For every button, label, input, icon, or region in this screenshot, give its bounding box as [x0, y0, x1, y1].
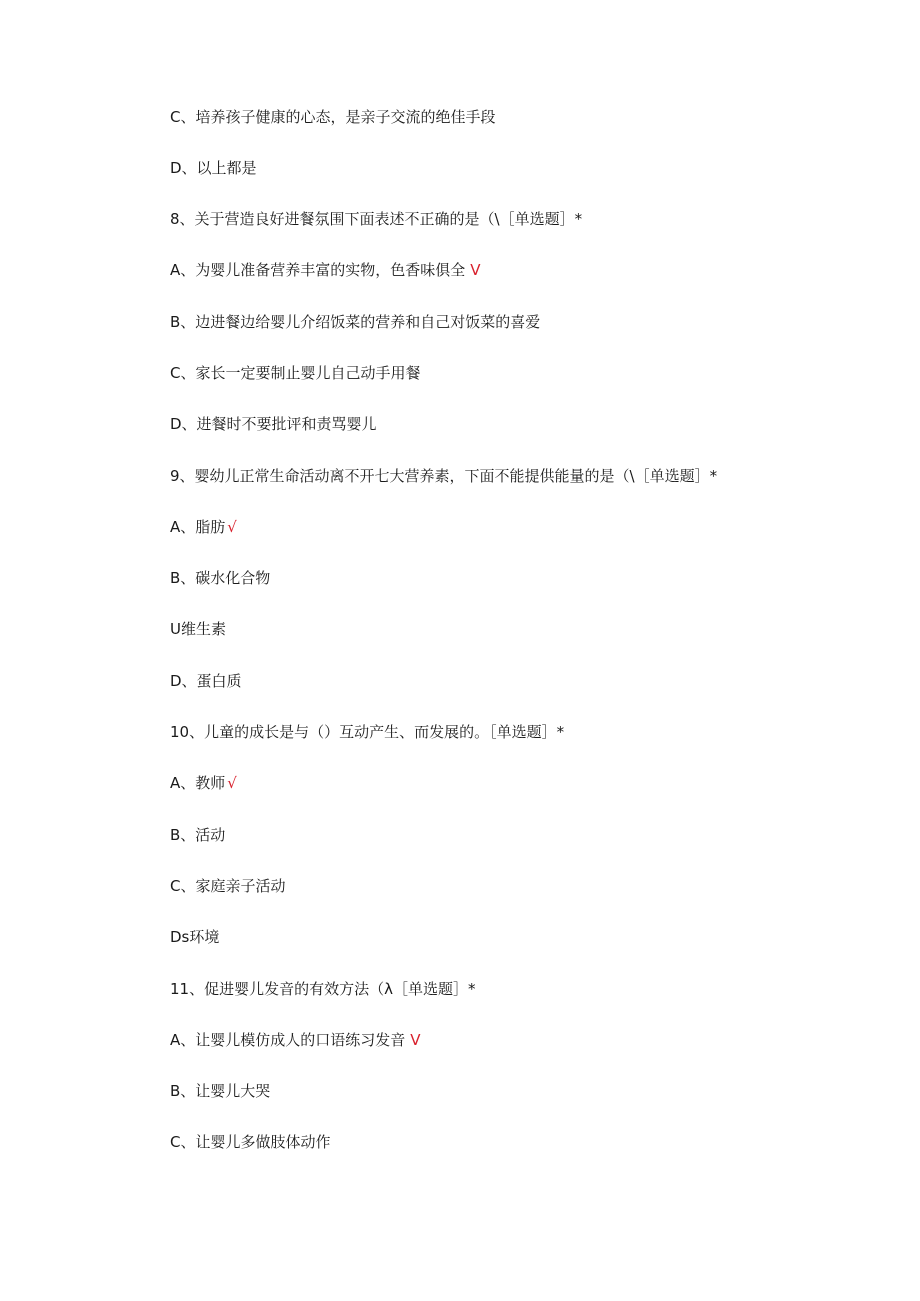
option-text: A、让婴儿模仿成人的口语练习发音	[170, 1031, 406, 1049]
option-line	[170, 1030, 421, 1050]
option-line	[170, 414, 377, 434]
option-text: D、蛋白质	[170, 672, 242, 690]
option-line	[170, 927, 219, 947]
question-line	[170, 209, 582, 229]
option-line	[170, 568, 270, 588]
option-line	[170, 876, 285, 896]
option-line	[170, 107, 495, 127]
option-text: B、碳水化合物	[170, 569, 271, 587]
option-text: B、让婴儿大哭	[170, 1082, 271, 1100]
option-text: B、边进餐边给婴儿介绍饭菜的营养和自己对饭菜的喜爱	[170, 313, 541, 331]
option-text: D、以上都是	[170, 159, 257, 177]
option-text: A、教师	[170, 774, 226, 792]
correct-answer-mark: V	[470, 261, 481, 279]
correct-answer-mark: √	[227, 774, 237, 792]
option-text: C、让婴儿多做肢体动作	[170, 1133, 331, 1151]
question-text: 11、促进婴儿发音的有效方法（λ［单选题］*	[170, 980, 476, 998]
question-text: 10、儿童的成长是与（）互动产生、而发展的。［单选题］*	[170, 723, 565, 741]
option-text: A、脂肪	[170, 518, 226, 536]
question-line	[170, 979, 475, 999]
option-line	[170, 671, 242, 691]
question-line	[170, 466, 717, 486]
option-text: Ds环境	[170, 928, 220, 946]
option-line	[170, 1081, 270, 1101]
option-text: U维生素	[170, 620, 226, 638]
question-text: 9、婴幼儿正常生命活动离不开七大营养素，下面不能提供能量的是（\［单选题］*	[170, 467, 718, 485]
option-line	[170, 517, 237, 537]
option-line	[170, 158, 257, 178]
question-text: 8、关于营造良好进餐氛围下面表述不正确的是（\［单选题］*	[170, 210, 583, 228]
option-text: A、为婴儿准备营养丰富的实物，色香味俱全	[170, 261, 466, 279]
option-text: D、进餐时不要批评和责骂婴儿	[170, 415, 377, 433]
option-line	[170, 363, 420, 383]
option-line	[170, 773, 237, 793]
option-line	[170, 312, 540, 332]
option-line	[170, 260, 481, 280]
correct-answer-mark: V	[410, 1031, 421, 1049]
option-text: C、家庭亲子活动	[170, 877, 286, 895]
option-text: B、活动	[170, 826, 226, 844]
correct-answer-mark: √	[227, 518, 237, 536]
option-line	[170, 825, 225, 845]
question-line	[170, 722, 564, 742]
option-line	[170, 619, 226, 639]
option-line	[170, 1132, 330, 1152]
option-text: C、培养孩子健康的心态，是亲子交流的绝佳手段	[170, 108, 496, 126]
option-text: C、家长一定要制止婴儿自己动手用餐	[170, 364, 421, 382]
